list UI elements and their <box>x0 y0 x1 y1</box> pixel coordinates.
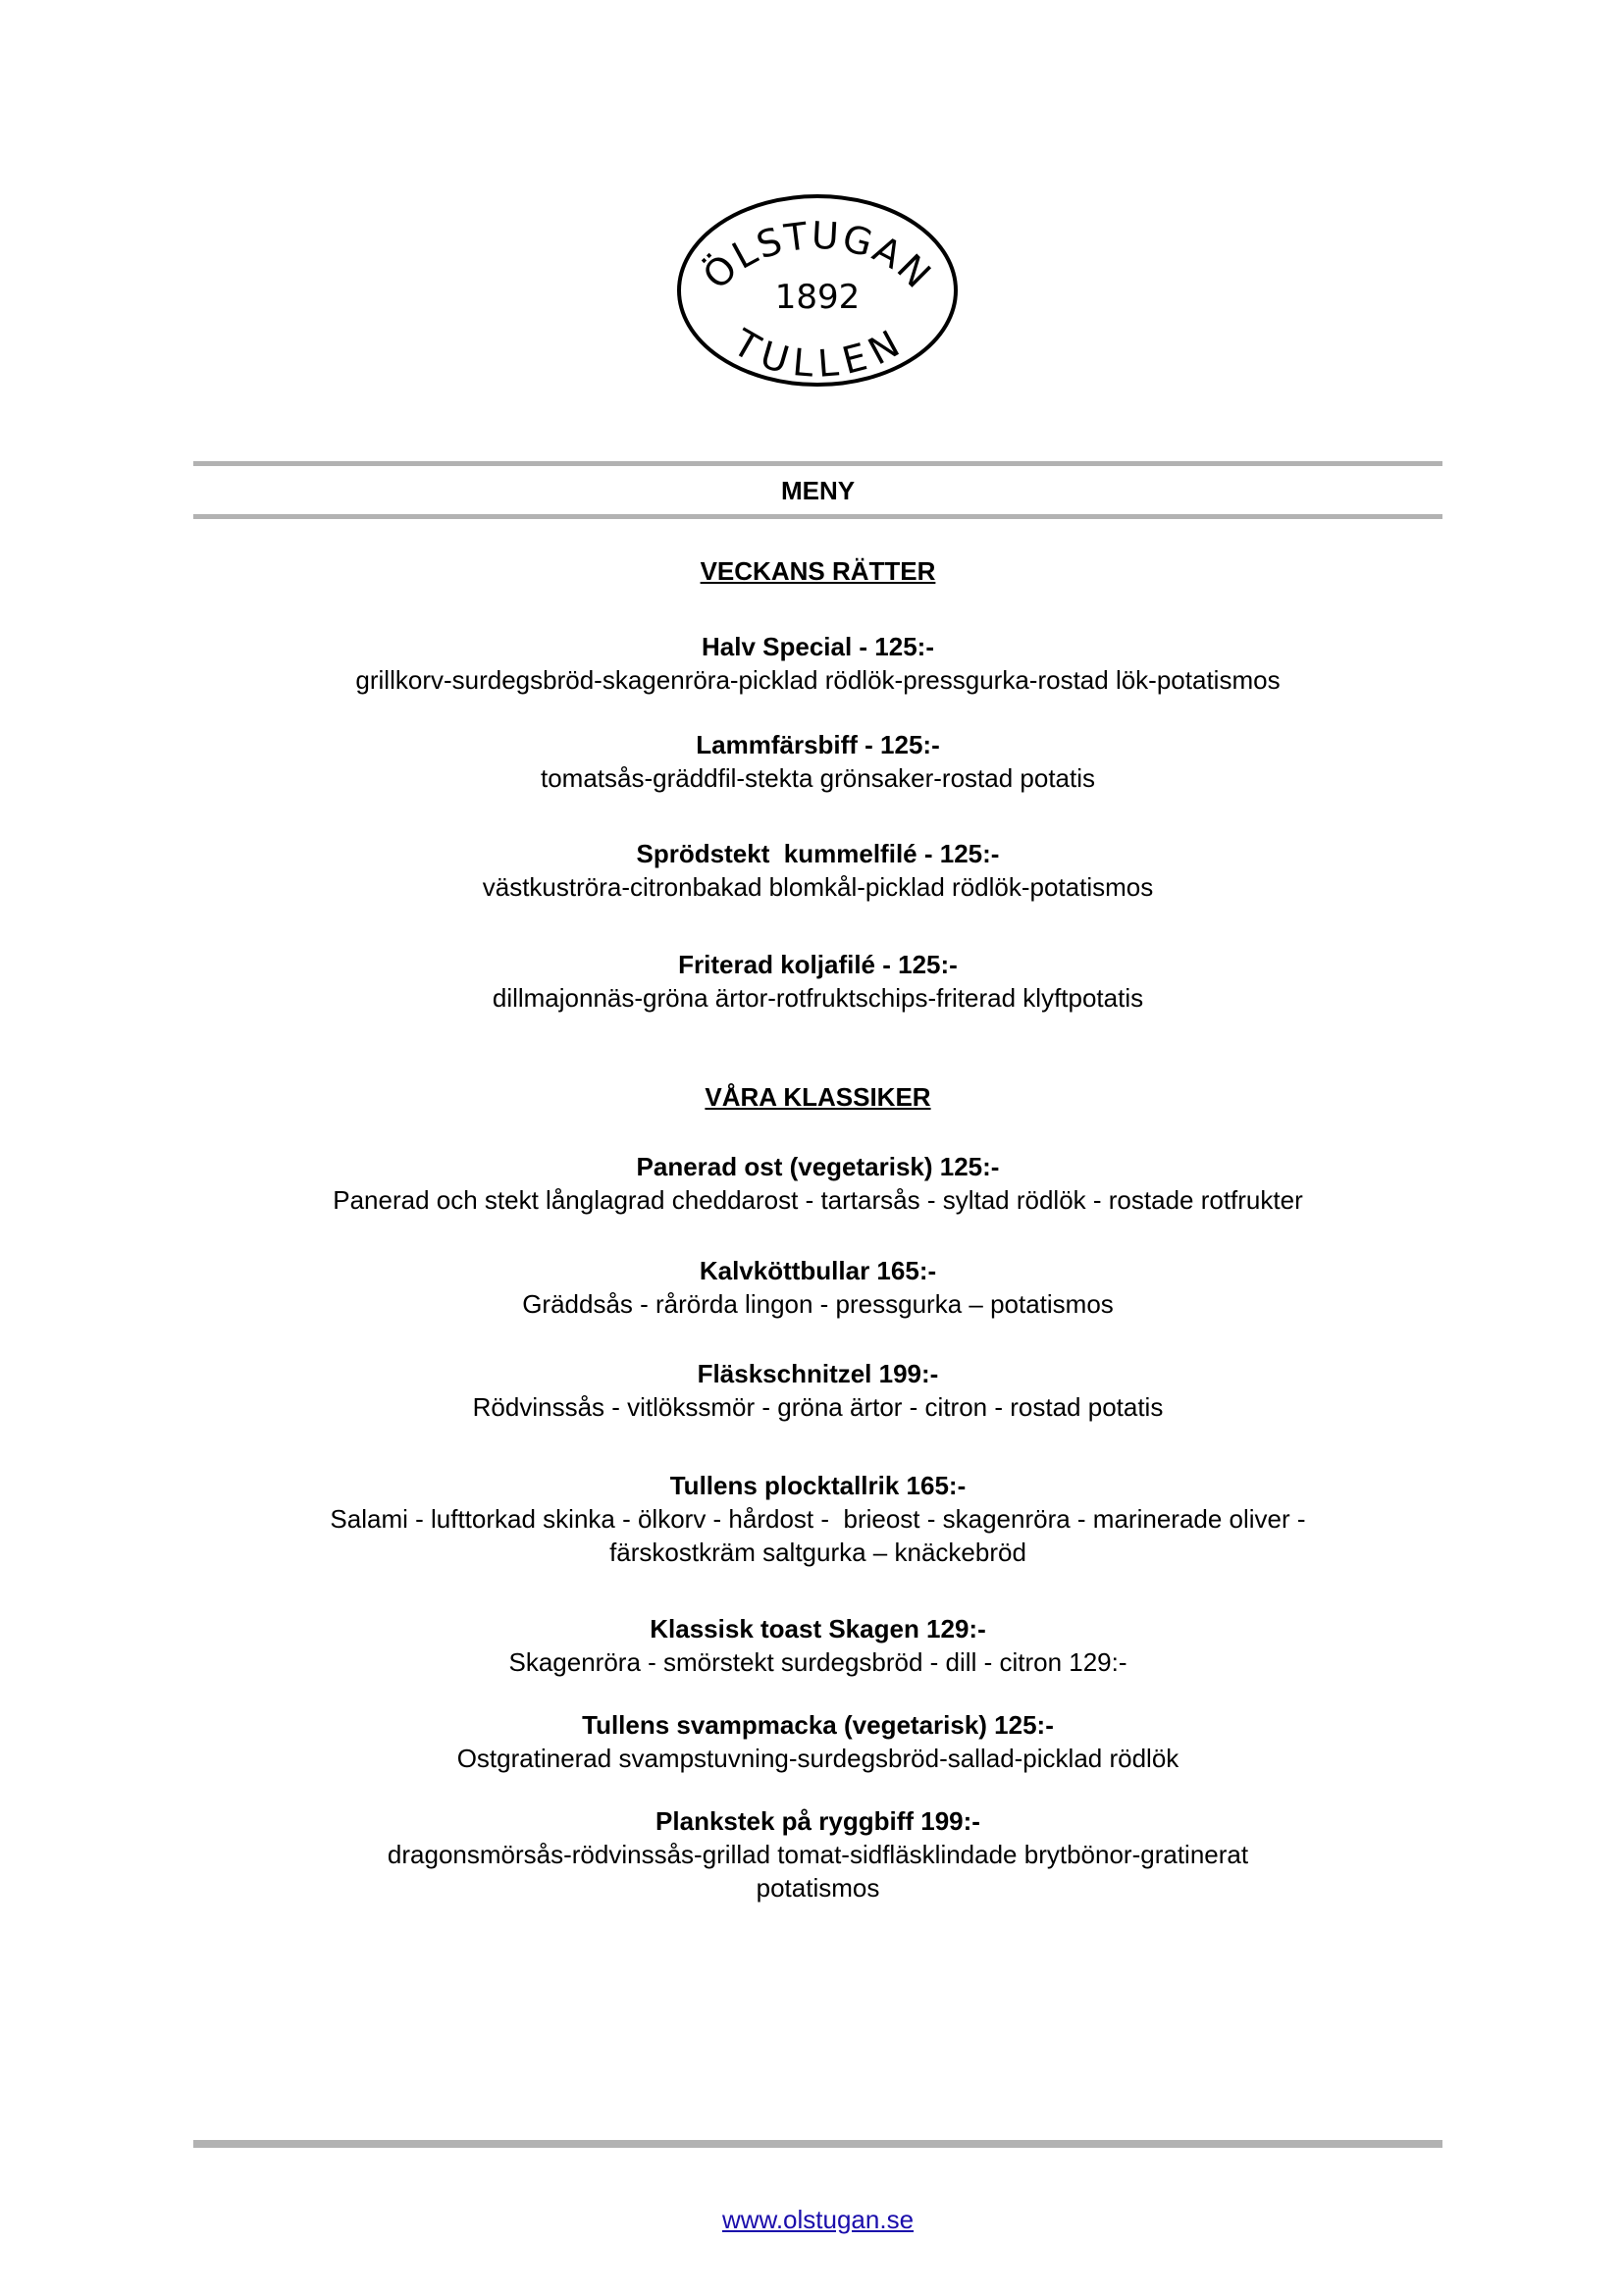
menu-item <box>236 728 1400 795</box>
logo-top-text: ÖLSTUGAN <box>694 213 941 298</box>
menu-item <box>236 1708 1400 1775</box>
website-link[interactable]: www.olstugan.se <box>721 2205 915 2234</box>
dish-description: dillmajonnäs-gröna ärtor-rotfruktschips-friterad klyftpotatis <box>492 983 1144 1013</box>
page-title: MENY <box>780 476 856 505</box>
dish-description: Salami - lufttorkad skinka - ölkorv - hårdost - brieost - skagenröra - marinerade oliver - färskostkräm saltgurka – knäckebröd <box>330 1504 1306 1567</box>
dish-name: Sprödstekt kummelfilé - 125:- <box>636 839 1000 868</box>
menu-item <box>236 837 1400 904</box>
header-rule-top <box>193 461 1442 466</box>
header-rule-bottom <box>193 514 1442 519</box>
menu-item <box>236 1612 1400 1679</box>
dish-name: Tullens svampmacka (vegetarisk) 125:- <box>582 1710 1054 1740</box>
dish-description: Gräddsås - rårörda lingon - pressgurka – potatismos <box>522 1289 1114 1319</box>
dish-name: Panerad ost (vegetarisk) 125:- <box>636 1152 1000 1181</box>
dish-description: grillkorv-surdegsbröd-skagenröra-picklad rödlök-pressgurka-rostad lök-potatismos <box>355 665 1281 695</box>
dish-name: Friterad koljafilé - 125:- <box>678 950 958 979</box>
footer-rule <box>193 2140 1442 2148</box>
dish-name: Tullens plocktallrik 165:- <box>669 1471 967 1500</box>
dish-description: Panerad och stekt långlagrad cheddarost - tartarsås - syltad rödlök - rostade rotfrukter <box>333 1185 1303 1215</box>
dish-description: Ostgratinerad svampstuvning-surdegsbröd-sallad-picklad rödlök <box>456 1744 1179 1773</box>
dish-description: västkuströra-citronbakad blomkål-picklad rödlök-potatismos <box>482 872 1154 902</box>
menu-item <box>236 1357 1400 1424</box>
menu-item <box>236 1254 1400 1321</box>
dish-description: Skagenröra - smörstekt surdegsbröd - dill - citron 129:- <box>508 1647 1127 1677</box>
menu-item <box>236 1804 1400 1904</box>
dish-name: Klassisk toast Skagen 129:- <box>650 1614 986 1643</box>
menu-item <box>236 1469 1400 1569</box>
section-heading-vara-klassiker: VÅRA KLASSIKER <box>705 1082 931 1112</box>
menu-item <box>236 948 1400 1015</box>
dish-name: Lammfärsbiff - 125:- <box>696 730 940 759</box>
logo-year: 1892 <box>774 278 861 317</box>
menu-item <box>236 630 1400 697</box>
dish-name: Halv Special - 125:- <box>702 632 934 661</box>
section-heading-veckans-ratter: VECKANS RÄTTER <box>700 556 936 586</box>
dish-name: Kalvköttbullar 165:- <box>699 1256 937 1285</box>
logo-bottom-text: TULLEN <box>725 321 909 386</box>
dish-description: dragonsmörsås-rödvinssås-grillad tomat-sidfläsklindade brytbönor-gratinerat potatismos <box>387 1840 1249 1903</box>
menu-item <box>236 1150 1400 1217</box>
dish-name: Fläskschnitzel 199:- <box>697 1359 939 1388</box>
dish-name: Plankstek på ryggbiff 199:- <box>655 1806 980 1836</box>
restaurant-logo <box>675 192 960 389</box>
dish-description: tomatsås-gräddfil-stekta grönsaker-rostad potatis <box>540 763 1096 793</box>
dish-description: Rödvinssås - vitlökssmör - gröna ärtor - citron - rostad potatis <box>472 1392 1164 1422</box>
